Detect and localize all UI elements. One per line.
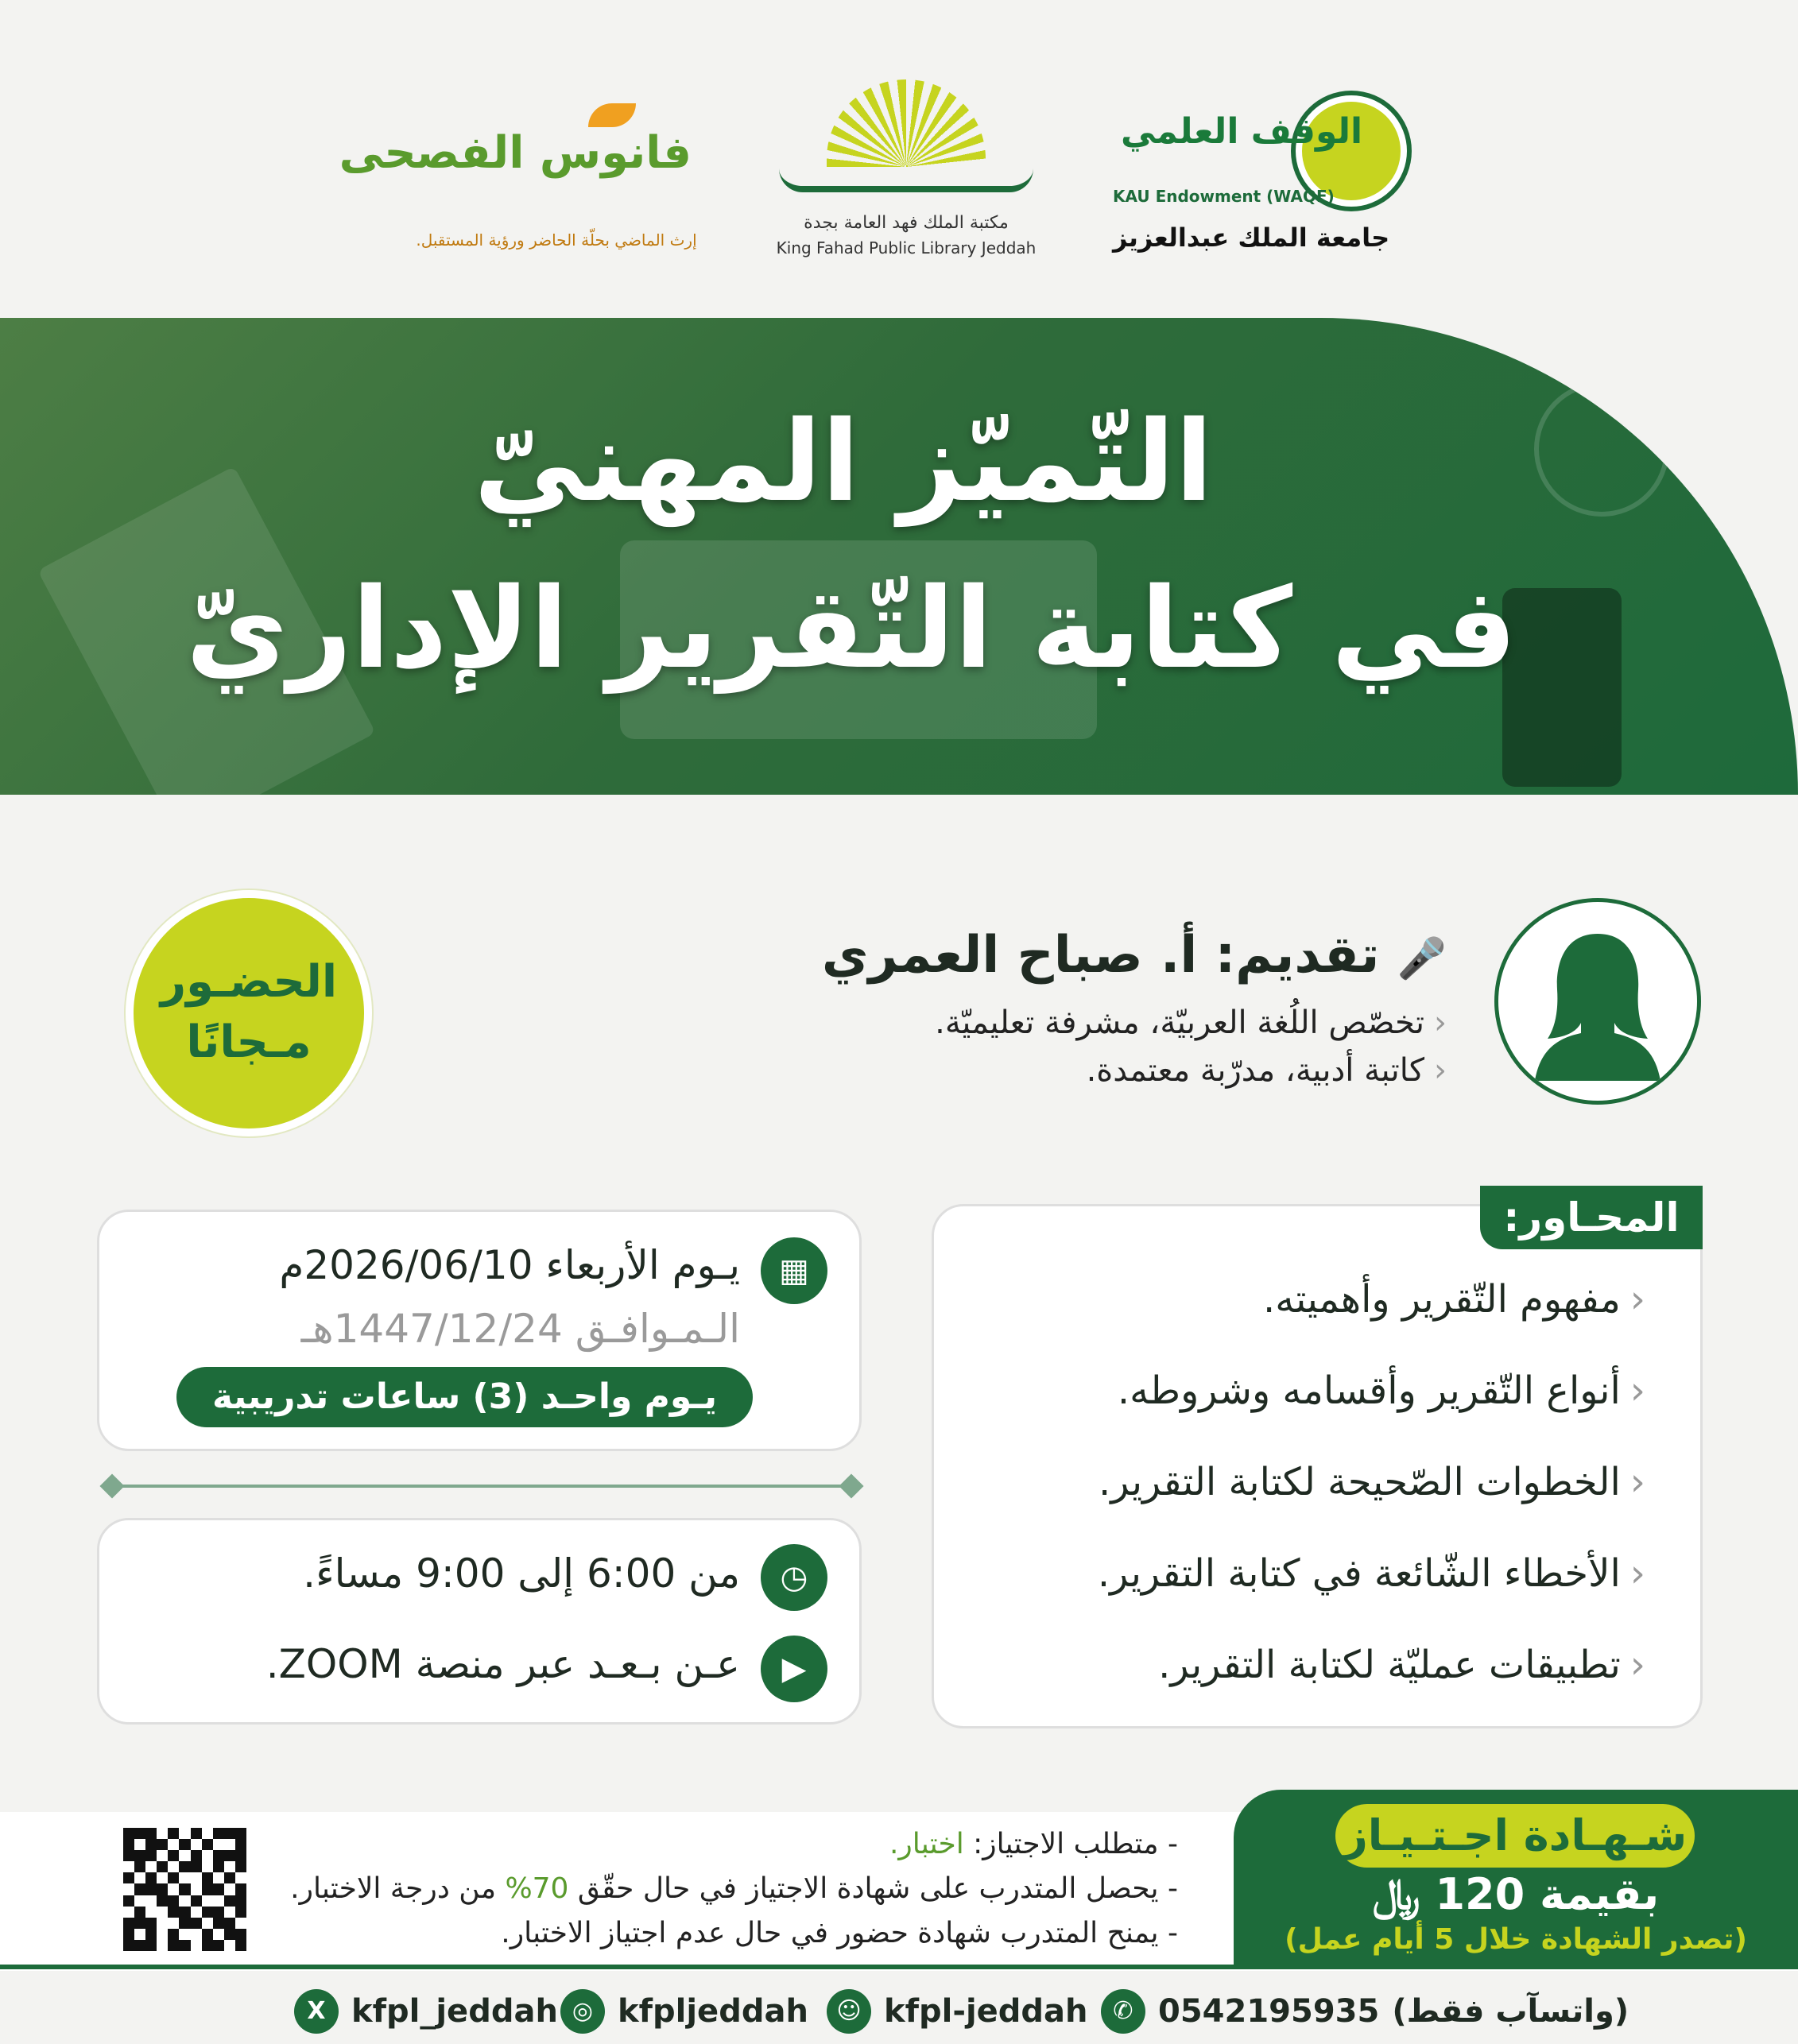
video-camera-icon: ▶ [761, 1636, 827, 1702]
certificate-title: شـهـادة اجـتـيـاز [1335, 1804, 1695, 1868]
axis-item: ‹أنواع التّقرير وأقسامه وشروطه. [1117, 1368, 1645, 1413]
certificate-price: بقيمة 120 ﷼ [1372, 1869, 1660, 1919]
axis-item: ‹الأخطاء الشّائعة في كتابة التقرير. [1097, 1551, 1645, 1596]
requirement-line-1: - متطلب الاجتياز: اختبار. [889, 1828, 1178, 1860]
whatsapp-icon: ✆ [1101, 1989, 1145, 2034]
certificate-note: (تصدر الشهادة خلال 5 أيام عمل) [1285, 1923, 1747, 1956]
presenter-info-1: ‹تخصّص اللُغة العربيّة، مشرفة تعليميّة. [935, 1005, 1447, 1041]
logos-row [0, 79, 1798, 270]
social-x[interactable]: X kfpl_jeddah [294, 1979, 558, 2044]
social-snapchat[interactable]: ☺ kfpl-jeddah [827, 1979, 1088, 2044]
footer-divider [0, 1965, 1798, 1969]
free-attendance-badge: الحضـور مـجانًا [134, 898, 364, 1128]
sunburst-icon [827, 79, 986, 167]
axis-item: ‹تطبيقات عمليّة لكتابة التقرير. [1158, 1643, 1645, 1687]
axis-item: ‹مفهوم التّقرير وأهميته. [1263, 1277, 1645, 1322]
calendar-icon: ▦ [761, 1237, 827, 1304]
event-platform: عـن بـعـد عبر منصة ZOOM. [265, 1641, 740, 1687]
kau-logo: الوقف العلمي KAU Endowment (WAQF) جامعة الملك عبدالعزيز [1105, 79, 1439, 270]
time-card [97, 1518, 862, 1725]
presenter-block [795, 926, 1447, 1094]
event-date: يـوم الأربعاء 2026/06/10م [279, 1242, 740, 1288]
hero-title-line2: في كتابة التّقرير الإداريّ [185, 564, 1517, 694]
axes-list [946, 1268, 1645, 1725]
duration-pill: يـوم واحـد (3) ساعات تدريبية [176, 1367, 753, 1427]
presenter-title: 🎤 تقديم: أ. صباح العمري [821, 926, 1447, 985]
snapchat-icon: ☺ [827, 1989, 871, 2034]
presenter-info-2: ‹كاتبة أدبية، مدرّبة معتمدة. [1086, 1052, 1447, 1089]
requirement-line-2: - يحصل المتدرب على شهادة الاجتياز في حال حقّق 70% من درجة الاختبار. [290, 1872, 1178, 1905]
requirement-line-3: - يمنح المتدرب شهادة حضور في حال عدم اجتياز الاختبار. [501, 1917, 1178, 1949]
fusha-logo: فانوس الفصحى إرث الماضي بحلّة الحاضر ورؤية المستقبل. [405, 79, 707, 270]
feather-icon [588, 103, 636, 127]
microphone-icon: 🎤 [1397, 935, 1447, 981]
social-whatsapp[interactable]: ✆ 0542195935 (واتسآب فقط) [1101, 1979, 1629, 2044]
axis-item: ‹الخطوات الصّحيحة لكتابة التقرير. [1098, 1460, 1645, 1504]
kfpl-logo: مكتبة الملك فهد العامة بجدة King Fahad Public Library Jeddah [763, 79, 1049, 270]
clock-icon: ◷ [761, 1544, 827, 1611]
axes-tag: المحـاور: [1480, 1186, 1703, 1249]
instagram-icon: ◎ [560, 1989, 605, 2034]
hero-title-line1: التّميّز المهنيّ [473, 397, 1214, 527]
event-time: من 6:00 إلى 9:00 مساءً. [303, 1550, 740, 1597]
x-icon: X [294, 1989, 339, 2034]
event-hijri-date: الـمـوافـق 1447/12/24هـ [300, 1306, 740, 1352]
open-book-icon [779, 168, 1033, 192]
qr-code[interactable] [123, 1828, 246, 1951]
social-bar [0, 1979, 1798, 2044]
woman-silhouette-icon [1498, 902, 1697, 1101]
hero-banner [0, 318, 1798, 795]
divider [111, 1485, 852, 1488]
social-instagram[interactable]: ◎ kfpljeddah [560, 1979, 808, 2044]
presenter-avatar [1494, 898, 1701, 1105]
